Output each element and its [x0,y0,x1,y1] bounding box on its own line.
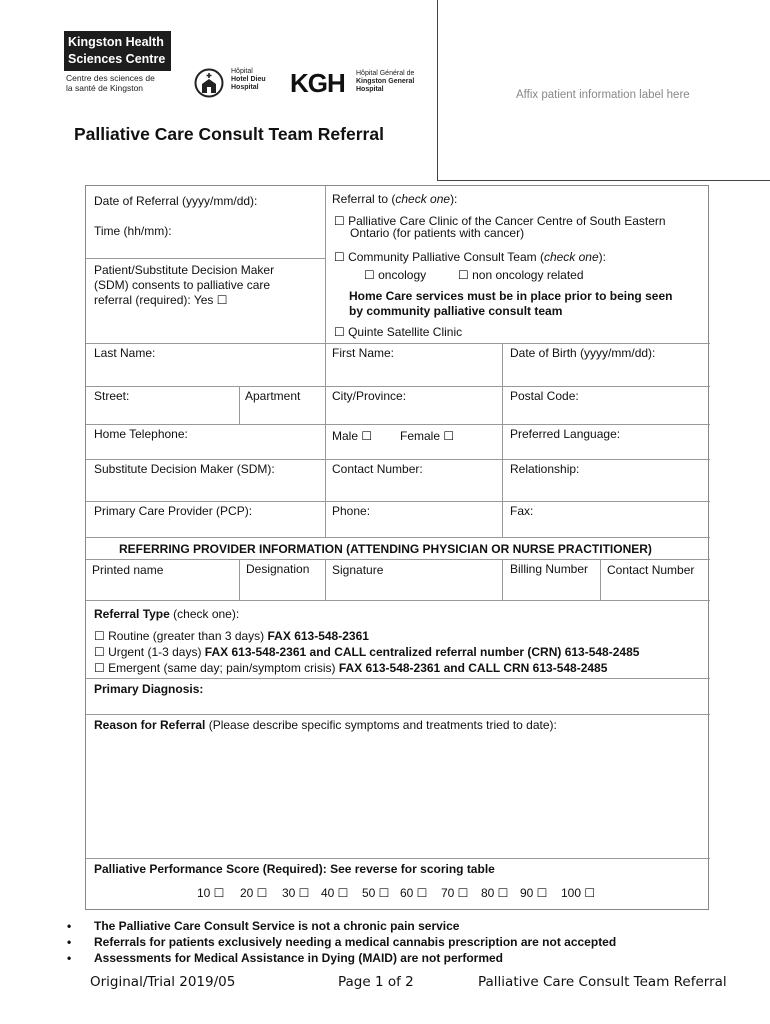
referral-to-label: Referral to (check one): [332,192,458,206]
billing-number-field[interactable]: Billing Number [510,562,589,576]
relationship-field[interactable]: Relationship: [510,462,580,476]
fax-field[interactable]: Fax: [510,504,534,518]
consent-line2: (SDM) consents to palliative care [94,278,271,292]
emergent-checkbox[interactable]: ☐ Emergent (same day; pain/symptom crisis) FAX 613-548-2361 and CALL CRN 613-548-2485 [94,661,608,675]
hdh-line1: Hôpital [231,68,253,75]
reason-for-referral-label: Reason for Referral (Please describe specific symptoms and treatments tried to date): [94,718,557,732]
primary-diagnosis-field[interactable]: Primary Diagnosis: [94,682,204,696]
date-of-referral-field[interactable]: Date of Referral (yyyy/mm/dd): [94,194,258,208]
postal-code-field[interactable]: Postal Code: [510,389,579,403]
service-notes [67,918,616,966]
pps-option-90[interactable]: 90 ☐ [520,886,548,900]
cancer-centre-clinic-desc: Ontario (for patients with cancer) [350,226,525,240]
kgh-logo: KGH [290,68,345,98]
kgh-line2: Kingston General [356,78,415,85]
khsc-french-line2: la santé de Kingston [66,83,144,93]
consent-line1: Patient/Substitute Decision Maker [94,263,275,277]
footer-page-number: Page 1 of 2 [338,974,414,990]
pps-option-100[interactable]: 100 ☐ [561,886,596,900]
home-care-note-line2: by community palliative consult team [349,304,563,318]
footer-doc-title: Palliative Care Consult Team Referral [478,974,727,990]
preferred-language-field[interactable]: Preferred Language: [510,427,621,441]
kgh-name [356,70,414,94]
hotel-dieu-name [231,68,266,92]
page-title: Palliative Care Consult Team Referral [74,124,384,144]
non-oncology-checkbox[interactable]: ☐ non oncology related [458,268,584,282]
khsc-logo-line1: Kingston Health [68,35,164,49]
pps-option-80[interactable]: 80 ☐ [481,886,509,900]
khsc-logo [64,31,171,71]
urgent-checkbox[interactable]: ☐ Urgent (1-3 days) FAX 613-548-2361 and CALL centralized referral number (CRN) 613-548-2485 [94,645,640,659]
phone-field[interactable]: Phone: [332,504,371,518]
patient-label-area[interactable] [437,0,770,181]
street-field[interactable]: Street: [94,389,130,403]
kgh-line1: Hôpital Général de [356,70,415,77]
provider-section-header: REFERRING PROVIDER INFORMATION (ATTENDING PHYSICIAN OR NURSE PRACTITIONER) [119,542,652,556]
contact-number-field[interactable]: Contact Number: [332,462,423,476]
signature-field[interactable]: Signature [332,563,384,577]
dob-field[interactable]: Date of Birth (yyyy/mm/dd): [510,346,656,360]
pps-option-20[interactable]: 20 ☐ [240,886,268,900]
note-item: • Referrals for patients exclusively needing a medical cannabis prescription are not accepted [67,934,616,950]
female-checkbox[interactable]: Female ☐ [400,429,455,443]
community-team-checkbox[interactable]: ☐ Community Palliative Consult Team (check one): [334,250,606,264]
hotel-dieu-logo-icon [194,67,224,99]
kgh-line3: Hospital [356,86,384,93]
referral-form [85,185,709,910]
khsc-logo-line2: Sciences Centre [68,52,166,66]
provider-contact-field[interactable]: Contact Number [607,563,695,577]
pps-option-40[interactable]: 40 ☐ [321,886,349,900]
pps-option-50[interactable]: 50 ☐ [362,886,390,900]
pps-option-30[interactable]: 30 ☐ [282,886,310,900]
designation-field[interactable]: Designation [246,562,310,576]
pps-option-70[interactable]: 70 ☐ [441,886,469,900]
time-field[interactable]: Time (hh/mm): [94,224,172,238]
male-checkbox[interactable]: Male ☐ [332,429,373,443]
footer-version: Original/Trial 2019/05 [90,974,236,990]
note-item: • Assessments for Medical Assistance in Dying (MAID) are not performed [67,950,616,966]
pps-label: Palliative Performance Score (Required): See reverse for scoring table [94,862,495,876]
oncology-checkbox[interactable]: ☐ oncology [364,268,427,282]
first-name-field[interactable]: First Name: [332,346,395,360]
city-province-field[interactable]: City/Province: [332,389,407,403]
referral-type-label: Referral Type (check one): [94,607,240,621]
home-telephone-field[interactable]: Home Telephone: [94,427,188,441]
note-item: • The Palliative Care Consult Service is not a chronic pain service [67,918,616,934]
consent-yes-checkbox[interactable]: referral (required): Yes ☐ [94,293,228,307]
cancer-centre-clinic-checkbox[interactable]: ☐ Palliative Care Clinic of the Cancer Centre of South Eastern [334,214,666,228]
quinte-clinic-checkbox[interactable]: ☐ Quinte Satellite Clinic [334,325,463,339]
hdh-line3: Hospital [231,84,259,91]
pps-option-60[interactable]: 60 ☐ [400,886,428,900]
sdm-field[interactable]: Substitute Decision Maker (SDM): [94,462,275,476]
khsc-french-line1: Centre des sciences de [66,73,155,83]
khsc-french-name [66,73,155,93]
apartment-field[interactable]: Apartment [245,389,301,403]
reason-for-referral-input[interactable] [90,736,704,854]
hdh-line2: Hotel Dieu [231,76,266,83]
routine-checkbox[interactable]: ☐ Routine (greater than 3 days) FAX 613-548-2361 [94,629,369,643]
home-care-note-line1: Home Care services must be in place prior to being seen [349,289,673,303]
last-name-field[interactable]: Last Name: [94,346,156,360]
patient-label-hint: Affix patient information label here [516,89,690,101]
pps-option-10[interactable]: 10 ☐ [197,886,225,900]
pcp-field[interactable]: Primary Care Provider (PCP): [94,504,253,518]
printed-name-field[interactable]: Printed name [92,563,164,577]
